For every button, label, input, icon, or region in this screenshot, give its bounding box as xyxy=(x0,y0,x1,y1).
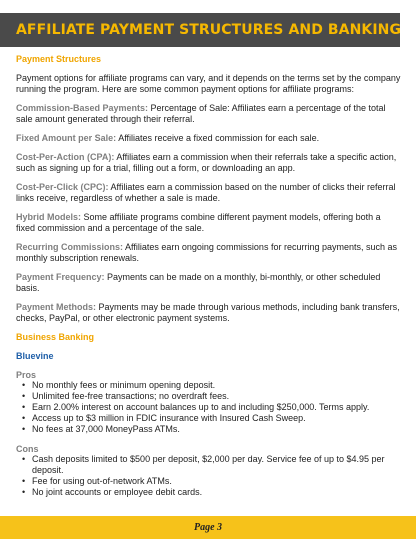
list-item-text: No joint accounts or employee debit cards. xyxy=(32,487,203,497)
item-cpa xyxy=(16,152,402,174)
list-item-text: Cash deposits limited to $500 per deposit, $2,000 per day. Service fee of up to $4.95 per deposit. xyxy=(32,454,385,475)
payment-structures-heading: Payment Structures xyxy=(16,54,102,64)
list-item xyxy=(22,391,402,402)
item-recurring xyxy=(16,242,402,264)
list-item-text: Fee for using out-of-network ATMs. xyxy=(32,476,172,486)
cons-list xyxy=(22,454,402,498)
list-item-text: Access up to $3 million in FDIC insurance with Insured Cash Sweep. xyxy=(32,413,306,423)
pros-list xyxy=(22,380,402,435)
list-item xyxy=(22,380,402,391)
list-item-text: No monthly fees or minimum opening deposit. xyxy=(32,380,216,390)
item-text: Payments may be made through various methods, including bank transfers, checks, PayPal, or other electronic payment systems. xyxy=(16,302,400,323)
bank-name: Bluevine xyxy=(16,351,54,361)
list-item xyxy=(22,476,402,487)
list-item-text: Earn 2.00% interest on account balances up to and including $250,000. Terms apply. xyxy=(32,402,370,412)
list-item xyxy=(22,487,402,498)
item-term: Cost-Per-Action (CPA): xyxy=(16,152,115,162)
item-commission-based xyxy=(16,103,402,125)
item-term: Payment Frequency: xyxy=(16,272,105,282)
cons-label: Cons xyxy=(16,444,39,454)
item-text: Percentage of Sale: Affiliates earn a percentage of the total sale amount generated through their referral. xyxy=(16,103,386,124)
business-banking-heading: Business Banking xyxy=(16,332,95,342)
intro-paragraph: Payment options for affiliate programs can vary, and it depends on the terms set by the company running the program. Here are some common payment options for affiliate programs: xyxy=(16,73,401,94)
bullet-icon: • xyxy=(22,391,26,401)
item-cpc xyxy=(16,182,402,204)
item-text: Affiliates earn a commission when their referrals take a specific action, such as signing up for a trial, filling out a form, or downloading an app. xyxy=(16,152,397,173)
item-text: Affiliates earn ongoing commissions for recurring payments, such as monthly subscription renewals. xyxy=(16,242,397,263)
page-header xyxy=(0,13,400,47)
list-item xyxy=(22,413,402,424)
pros-label: Pros xyxy=(16,370,37,380)
list-item-text: Unlimited fee-free transactions; no overdraft fees. xyxy=(32,391,230,401)
item-term: Commission-Based Payments: xyxy=(16,103,149,113)
list-item xyxy=(22,454,402,476)
list-item xyxy=(22,424,402,435)
item-term: Payment Methods: xyxy=(16,302,97,312)
item-fixed-amount xyxy=(16,133,402,144)
item-methods xyxy=(16,302,402,324)
item-text: Affiliates earn a commission based on the number of clicks their referral links receive, regardless of whether a sale is made. xyxy=(16,182,396,203)
item-text: Some affiliate programs combine different payment models, offering both a fixed commission and a percentage of the sale. xyxy=(16,212,381,233)
page-title: AFFILIATE PAYMENT STRUCTURES AND BANKING xyxy=(16,22,402,38)
bullet-icon: • xyxy=(22,380,26,390)
item-frequency xyxy=(16,272,402,294)
list-item-text: No fees at 37,000 MoneyPass ATMs. xyxy=(32,424,180,434)
bullet-icon: • xyxy=(22,476,26,486)
bullet-icon: • xyxy=(22,487,26,497)
item-text: Affiliates receive a fixed commission for each sale. xyxy=(116,133,320,143)
bullet-icon: • xyxy=(22,424,26,434)
bullet-icon: • xyxy=(22,413,26,423)
document-body xyxy=(16,50,402,498)
bullet-icon: • xyxy=(22,402,26,412)
page-number: Page 3 xyxy=(193,522,223,533)
item-text: Payments can be made on a monthly, bi-monthly, or other scheduled basis. xyxy=(16,272,381,293)
item-term: Recurring Commissions: xyxy=(16,242,124,252)
list-item xyxy=(22,402,402,413)
item-term: Fixed Amount per Sale: xyxy=(16,133,117,143)
item-term: Cost-Per-Click (CPC): xyxy=(16,182,109,192)
item-term: Hybrid Models: xyxy=(16,212,82,222)
bullet-icon: • xyxy=(22,454,26,464)
item-hybrid xyxy=(16,212,402,234)
page-footer xyxy=(0,516,416,539)
